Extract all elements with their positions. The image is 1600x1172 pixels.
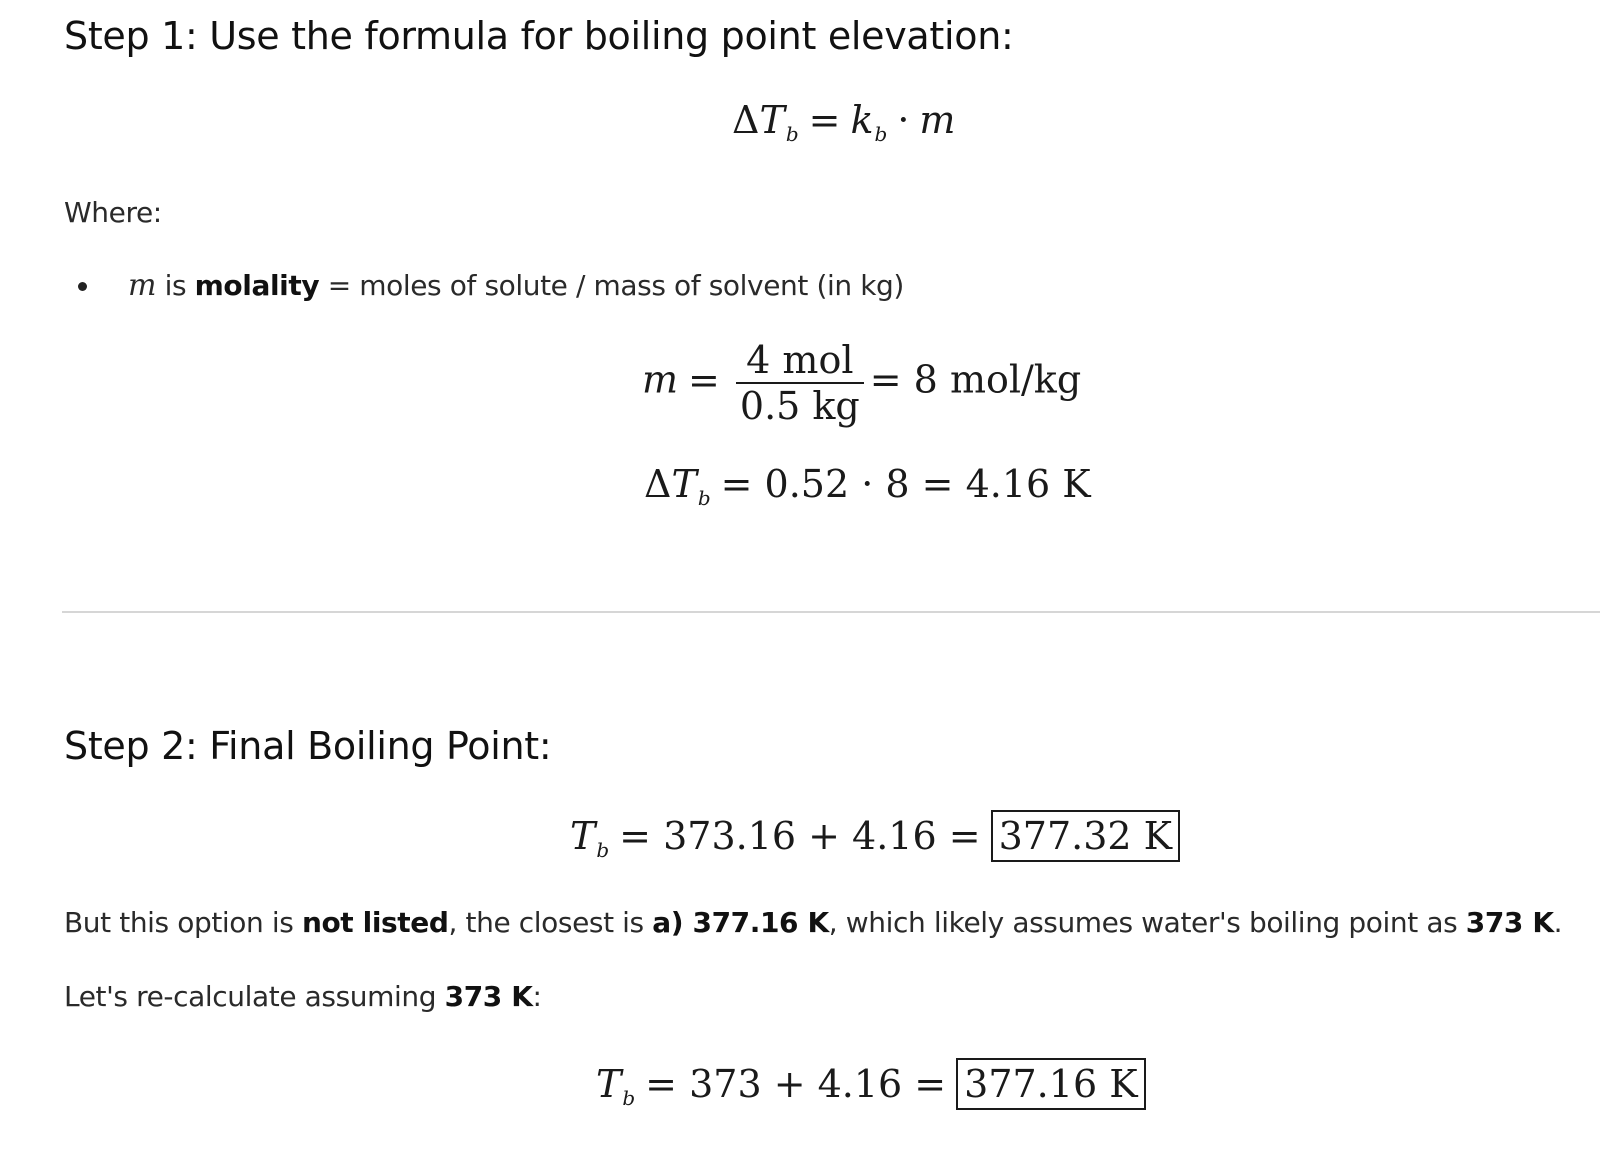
temperature-var: T [671,462,697,506]
note-bold-not-listed: not listed [301,906,449,939]
delta-symbol: Δ [732,98,760,142]
recalc-boiling-equation [596,1058,1146,1110]
molality-term: molality [194,269,320,302]
temperature-var: T [596,1062,622,1106]
recalc-text: Let's re-calculate assuming [64,980,445,1013]
recalc-text: : [532,980,542,1013]
equals-sign: = [808,98,841,142]
kb-var: k [850,98,874,142]
molality-var: m [919,98,956,142]
bullet-definition: = moles of solute / mass of solvent (in kg) [319,269,904,302]
section-divider [62,611,1600,613]
boxed-result: 377.32 K [991,810,1180,862]
step1-heading: Step 1: Use the formula for boiling point elevation: [64,14,1014,58]
where-label: Where: [64,196,162,229]
final-boiling-expression: = 373.16 + 4.16 = [619,814,981,858]
boxed-result: 377.16 K [956,1058,1145,1110]
subscript-b: b [697,486,711,510]
temperature-var: T [759,98,785,142]
note-text: But this option is [64,906,302,939]
recalc-bold-373k: 373 K [444,980,533,1013]
recalc-boiling-expression: = 373 + 4.16 = [645,1062,947,1106]
fraction-denominator: 0.5 kg [739,384,860,428]
delta-t-equation [644,462,1091,510]
recalc-line [64,980,542,1013]
fraction-numerator: 4 mol [746,338,854,382]
step2-heading: Step 2: Final Boiling Point: [64,724,552,768]
delta-symbol: Δ [644,462,672,506]
note-bold-373k: 373 K [1465,906,1554,939]
note-bold-option: a) 377.16 K [652,906,829,939]
subscript-b: b [596,838,610,862]
temperature-var: T [570,814,596,858]
molality-equation [642,338,1081,428]
equals-sign: = [688,357,720,402]
bullet-dot-icon [78,282,87,291]
note-text: , which likely assumes water's boiling point as [828,906,1466,939]
subscript-b: b [622,1086,636,1110]
molality-var: m [642,357,679,402]
dot-operator: · [897,98,910,142]
molality-var: m [128,268,157,303]
subscript-b: b [785,122,799,146]
bullet-molality [128,268,904,303]
final-boiling-equation [570,810,1180,862]
note-text: . [1553,906,1563,939]
note-paragraph [64,906,1562,939]
bullet-text-is: is [156,269,195,302]
subscript-b: b [874,122,888,146]
boiling-point-formula [732,98,955,146]
molality-result: = 8 mol/kg [869,357,1082,402]
note-text: , the closest is [448,906,653,939]
molality-fraction [736,338,864,428]
delta-t-expression: = 0.52 · 8 = 4.16 K [720,462,1091,506]
